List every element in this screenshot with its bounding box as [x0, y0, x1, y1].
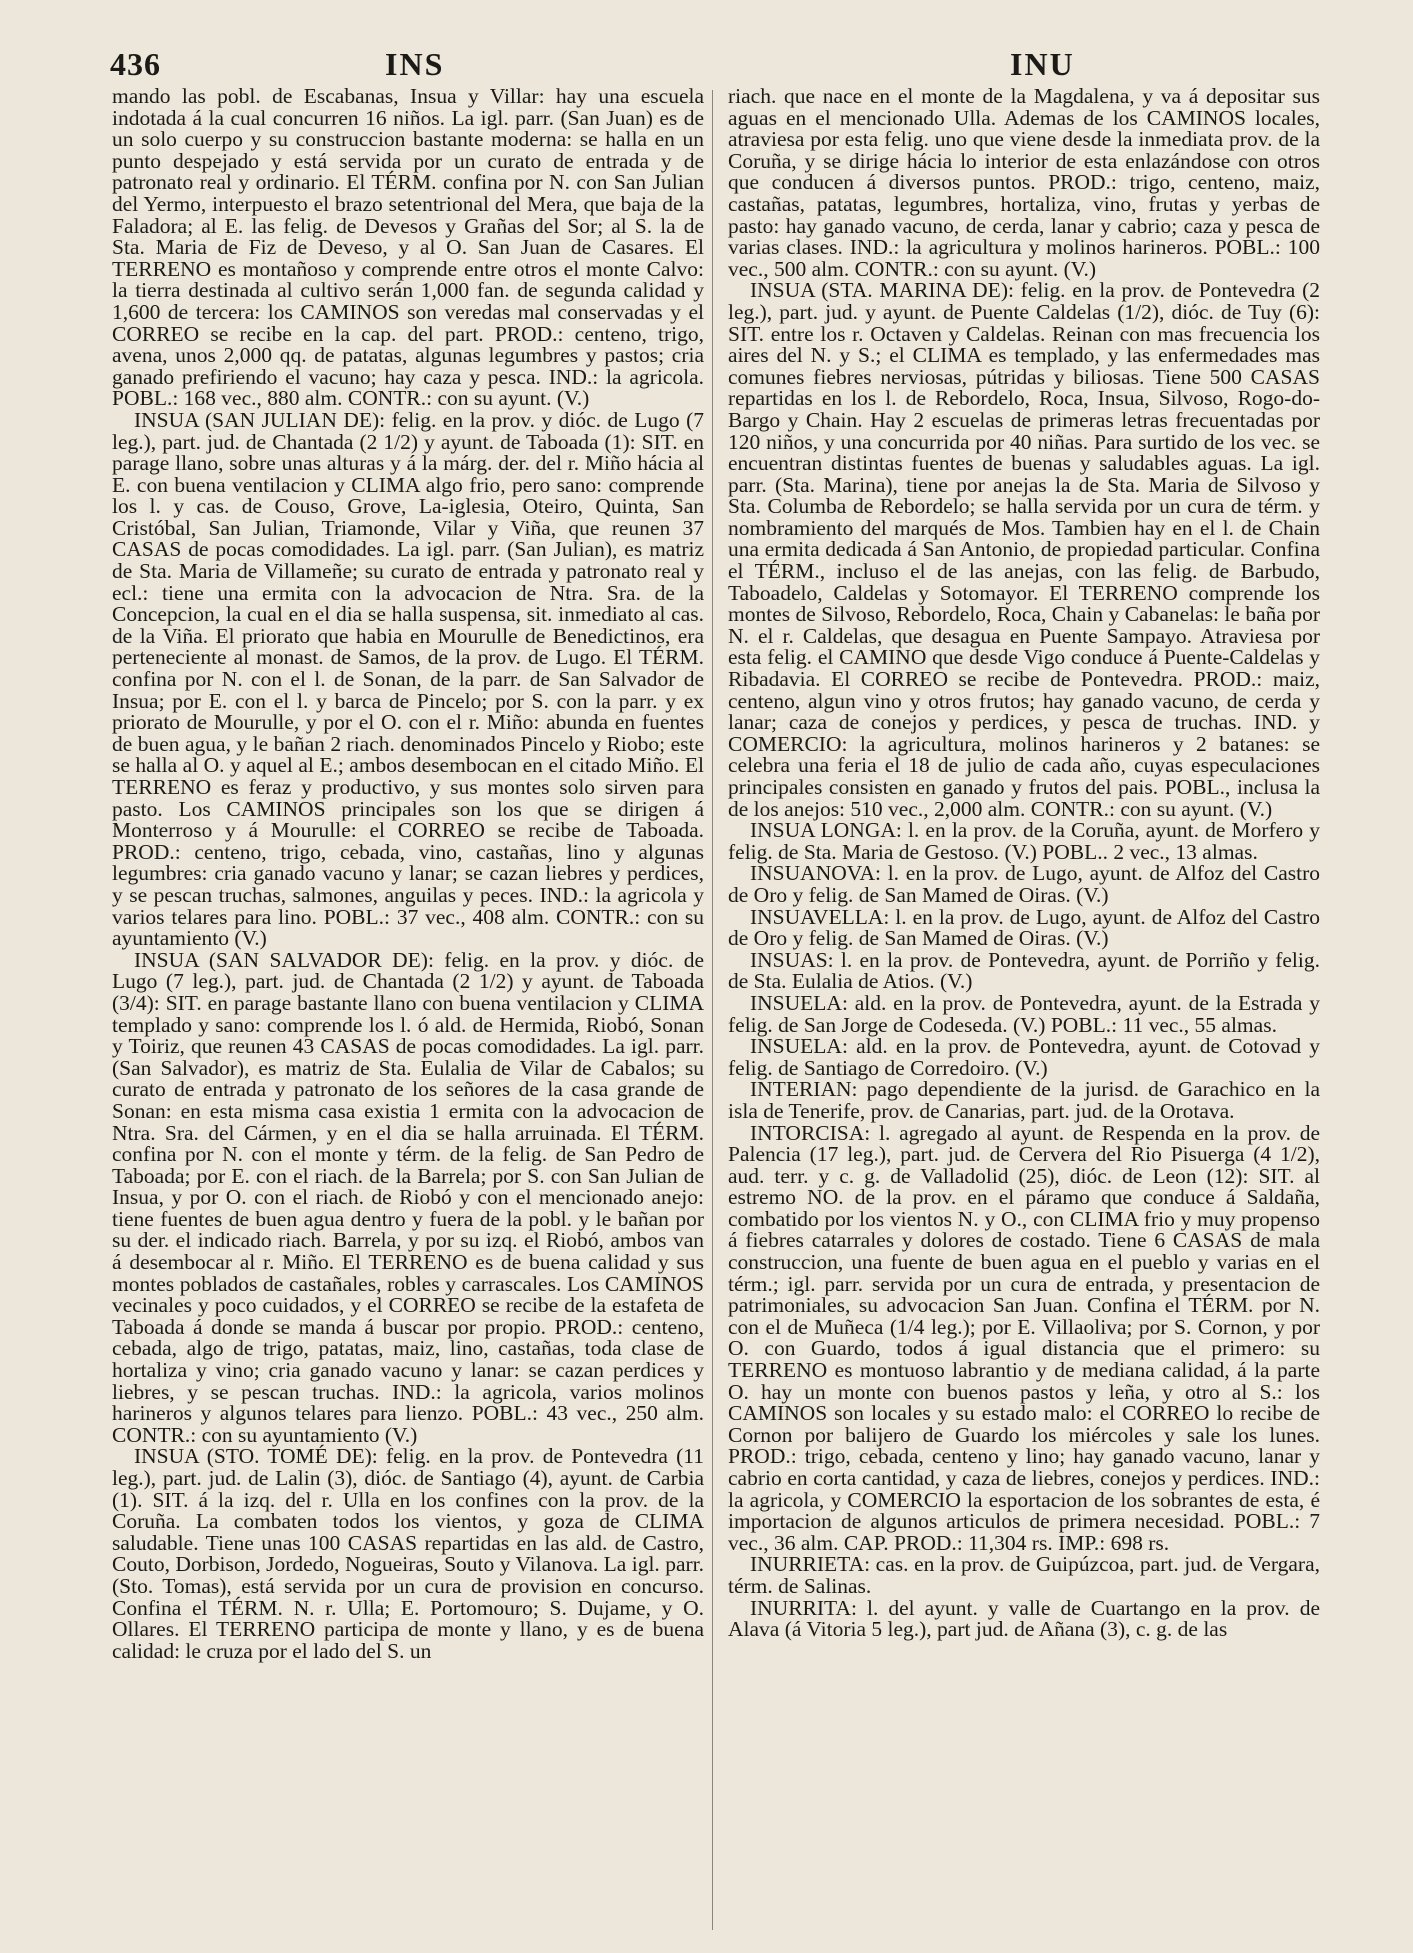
- entry-interian: INTERIAN: pago dependiente de la jurisd. de Garachico en la isla de Tenerife, prov. de Canarias, part. jud. de la Orotava.: [728, 1077, 1320, 1123]
- page-header: [110, 42, 1330, 90]
- left-column: [112, 86, 704, 1662]
- right-running-head: INU: [1010, 46, 1075, 82]
- entry-insua-san-julian: INSUA (SAN JULIAN DE): felig. en la prov. y dióc. de Lugo (7 leg.), part. jud. de Chantada (2 1/2) y ayunt. de Taboada (1): SIT. en parage llano, sobre unas alturas y á la márg. der. del r. Miño hácia al E. con buena ventilacion y CLIMA algo frio, pero sano: comprende los l. y cas. de Couso, Grove, La-iglesia, Oteiro, Quinta, San Cristóbal, San Julian, Triamonde, Vilar y Viña, que reunen 37 CASAS de pocas comodidades. La igl. parr. (San Julian), es matriz de Sta. Maria de Villameñe; su curato de entrada y patronato real y ecl.: tiene una ermita con la advocacion de Ntra. Sra. de la Concepcion, la cual en el dia se halla suspensa, sit. inmediato al cas. de la Viña. El priorato que habia en Mourulle de Benedictinos, era perteneciente al monast. de Samos, de la prov. de Lugo. El TÉRM. confina por N. con el l. de Sonan, de la parr. de San Salvador de Insua; por E. con el l. y barca de Pincelo; por S. con la parr. y ex priorato de Mourulle, y por el O. con el r. Miño: abunda en fuentes de buen agua, y le bañan 2 riach. denominados Pincelo y Riobo; este se halla al O. y aquel al E.; ambos desembocan en el citado Miño. El TERRENO es feraz y productivo, y sus montes solo sirven para pasto. Los CAMINOS principales son los que se dirigen á Monterroso y á Mourulle: el CORREO se recibe de Taboada. PROD.: centeno, trigo, cebada, vino, castañas, lino y algunas legumbres: cria ganado vacuno y lanar; se cazan liebres y perdices, y se pescan truchas, salmones, anguilas y peces. IND.: la agricola y varios telares para lino. POBL.: 37 vec., 408 alm. CONTR.: con su ayuntamiento (V.): [112, 407, 704, 951]
- left-running-head: INS: [385, 46, 445, 82]
- entry-insuela-estrada: INSUELA: ald. en la prov. de Pontevedra, ayunt. de la Estrada y felig. de San Jorge de Codeseda. (V.) POBL.: 11 vec., 55 almas.: [728, 990, 1320, 1037]
- entry-insuela-cotovad: INSUELA: ald. en la prov. de Pontevedra, ayunt. de Cotovad y felig. de Santiago de Corredoiro. (V.): [728, 1034, 1320, 1080]
- entry-insuanova: INSUANOVA: l. en la prov. de Lugo, ayunt. de Alfoz del Castro de Oro y felig. de San Mamed de Oiras. (V.): [728, 861, 1320, 907]
- entry-intorcisa: INTORCISA: l. agregado al ayunt. de Respenda en la prov. de Palencia (17 leg.), part. jud. de Cervera del Rio Pisuerga (4 1/2), aud. terr. y c. g. de Valladolid (25), dióc. de Leon (12): SIT. al estremo NO. de la prov. en el páramo que conduce á Saldaña, combatido por los vientos N. y O., con CLIMA frio y muy propenso á fiebres catarrales y dolores de costado. Tiene 6 CASAS de mala construccion, una fuente de buen agua en el pueblo y varias en el térm.; igl. parr. servida por un cura de entrada, y presentacion de patrimoniales, su advocacion San Juan. Confina el TÉRM. por N. con el de Muñeca (1/4 leg.); por E. Villaoliva; por S. Cornon, y por O. con Guardo, todos á igual distancia que el primero: su TERRENO es montuoso labrantio y de mediana calidad, á la parte O. hay un monte con buenos pastos y leña, y otro al S.: los CAMINOS son locales y su estado malo: el CORREO lo recibe de Cornon por balijero de Guardo los miércoles y sale los lunes. PROD.: trigo, cebada, centeno y lino; hay ganado vacuno, lanar y cabrio en corta cantidad, y caza de liebres, conejos y perdices. IND.: la agricola, y COMERCIO la esportacion de los sobrantes de esta, é importacion de algunos articulos de primera necesidad. POBL.: 7 vec., 36 alm. CAP. PROD.: 11,304 rs. IMP.: 698 rs.: [728, 1120, 1320, 1555]
- entry-insuavella: INSUAVELLA: l. en la prov. de Lugo, ayunt. de Alfoz del Castro de Oro y felig. de San Mamed de Oiras. (V.): [728, 904, 1320, 951]
- entry-continuation-right: riach. que nace en el monte de la Magdalena, y va á depositar sus aguas en el mencionado Ulla. Ademas de los CAMINOS locales, atraviesa por esta felig. uno que viene desde la inmediata prov. de la Coruña, y se dirige hácia lo interior de esta enlazándose con otros que conducen á diversos puntos. PROD.: trigo, centeno, maiz, castañas, patatas, legumbres, hortaliza, vino, frutas y yerbas de pasto: hay ganado vacuno, de cerda, lanar y cabrio; caza y pesca de varias clases. IND.: la agricultura y molinos harineros. POBL.: 100 vec., 500 alm. CONTR.: con su ayunt. (V.): [728, 84, 1320, 281]
- right-column: [728, 86, 1320, 1641]
- entry-insuas: INSUAS: l. en la prov. de Pontevedra, ayunt. de Porriño y felig. de Sta. Eulalia de Atios. (V.): [728, 947, 1320, 994]
- entry-insua-san-salvador: INSUA (SAN SALVADOR DE): felig. en la prov. y dióc. de Lugo (7 leg.), part. jud. de Chantada (2 1/2) y ayunt. de Taboada (3/4): SIT. en parage bastante llano con buena ventilacion y CLIMA templado y sano: comprende los l. ó ald. de Hermida, Riobó, Sonan y Toiriz, que reunen 43 CASAS de pocas comodidades. La igl. parr. (San Salvador), es matriz de Sta. Eulalia de Vilar de Cabalos; su curato de entrada y patronato de los señores de la casa grande de Sonan: en esta misma casa existia 1 ermita con la advocacion de Ntra. Sra. del Cármen, y en el dia se halla arruinada. El TÉRM. confina por N. con el monte y térm. de la felig. de San Pedro de Taboada; por E. con el riach. de la Barrela; por S. con San Julian de Insua, y por O. con el riach. de Riobó y con el mencionado anejo: tiene fuentes de buen agua dentro y fuera de la pobl. y le bañan por su der. el indicado riach. Barrela, y por su izq. el Riobó, ambos van á desembocar al r. Miño. El TERRENO es de buena calidad y sus montes poblados de castañales, robles y carrascales. Los CAMINOS vecinales y poco cuidados, y el CORREO se recibe de la estafeta de Taboada á donde se manda á buscar por propio. PROD.: centeno, cebada, algo de trigo, patatas, maiz, lino, castañas, toda clase de hortaliza y vino; cria ganado vacuno y lanar: se cazan perdices y liebres, y se pescan truchas. IND.: la agricola, varios molinos harineros y algunos telares para lienzo. POBL.: 43 vec., 250 alm. CONTR.: con su ayuntamiento (V.): [112, 947, 704, 1447]
- entry-continuation: mando las pobl. de Escabanas, Insua y Villar: hay una escuela indotada á la cual concurren 16 niños. La igl. parr. (San Juan) es de un solo cuerpo y su construccion bastante moderna: se halla en un punto despejado y está servida por un curato de entrada y de patronato real y ordinario. El TÉRM. confina por N. con San Julian del Yermo, interpuesto el brazo setentrional del Mera, que baja de la Faladora; al E. las felig. de Devesos y Grañas del Sor; al S. la de Sta. Maria de Fiz de Deveso, y al O. San Juan de Casares. El TERRENO es montañoso y comprende entre otros el monte Calvo: la tierra destinada al cultivo serán 1,000 fan. de segunda calidad y 1,600 de tercera: los CAMINOS son veredas mal conservadas y el CORREO se recibe en la cap. del part. PROD.: centeno, trigo, avena, unos 2,000 qq. de patatas, algunas legumbres y pastos; cria ganado prefiriendo el vacuno; hay caza y pesca. IND.: la agricola. POBL.: 168 vec., 880 alm. CONTR.: con su ayunt. (V.): [112, 84, 704, 411]
- entry-inurrita: INURRITA: l. del ayunt. y valle de Cuartango en la prov. de Alava (á Vitoria 5 leg.), part jud. de Añana (3), c. g. de las: [728, 1595, 1320, 1642]
- page-number: 436: [110, 46, 161, 82]
- column-divider: [712, 90, 713, 1930]
- entry-inurrieta: INURRIETA: cas. en la prov. de Guipúzcoa, part. jud. de Vergara, térm. de Salinas.: [728, 1552, 1320, 1598]
- entry-insua-longa: INSUA LONGA: l. en la prov. de la Coruña, ayunt. de Morfero y felig. de Sta. Maria de Gestoso. (V.) POBL.. 2 vec., 13 almas.: [728, 818, 1320, 864]
- entry-insua-sto-tome: INSUA (STO. TOMÉ DE): felig. en la prov. de Pontevedra (11 leg.), part. jud. de Lalin (3), dióc. de Santiago (4), ayunt. de Carbia (1). SIT. á la izq. del r. Ulla en los confines con la prov. de la Coruña. La combaten todos los vientos, y goza de CLIMA saludable. Tiene unas 100 CASAS repartidas en las ald. de Castro, Couto, Dorbison, Jordedo, Nogueiras, Souto y Vilanova. La igl. parr. (Sto. Tomas), está servida por un cura de provision en concurso. Confina el TÉRM. N. r. Ulla; E. Portomouro; S. Dujame, y O. Ollares. El TERRENO participa de monte y llano, y es de buena calidad: le cruza por el lado del S. un: [112, 1444, 704, 1663]
- entry-insua-sta-marina: INSUA (STA. MARINA DE): felig. en la prov. de Pontevedra (2 leg.), part. jud. y ayunt. de Puente Caldelas (1/2), dióc. de Tuy (6): SIT. entre los r. Octaven y Caldelas. Reinan con mas frecuencia los aires del N. y S.; el CLIMA es templado, y las enfermedades mas comunes fiebres nerviosas, pútridas y biliosas. Tiene 500 CASAS repartidas en los l. de Rebordelo, Roca, Insua, Silvoso, Rogo-do-Bargo y Chain. Hay 2 escuelas de primeras letras frecuentadas por 120 niños, y una concurrida por 40 niñas. Para surtido de los vec. se encuentran distintas fuentes de buenas y saludables aguas. La igl. parr. (Sta. Marina), tiene por anejas la de Sta. Maria de Silvoso y Sta. Columba de Rebordelo; se halla servida por un cura de térm. y nombramiento del marqués de Mos. Tambien hay en el l. de Chain una ermita dedicada á San Antonio, de propiedad particular. Confina el TÉRM., incluso el de las anejas, con las felig. de Barbudo, Taboadelo, Caldelas y Sotomayor. El TERRENO comprende los montes de Silvoso, Rebordelo, Roca, Chain y Cabanelas: le baña por N. el r. Caldelas, que desagua en Puente Sampayo. Atraviesa por esta felig. el CAMINO que desde Vigo conduce á Puente-Caldelas y Ribadavia. El CORREO se recibe de Pontevedra. PROD.: maiz, centeno, algun vino y otros frutos; hay ganado vacuno, de cerda y lanar; caza de conejos y perdices, y pesca de truchas. IND. y COMERCIO: la agricultura, molinos harineros y 2 batanes: se celebra una feria el 18 de julio de cada año, cuyas especulaciones principales consisten en ganado y frutos del pais. POBL., inclusa la de los anejos: 510 vec., 2,000 alm. CONTR.: con su ayunt. (V.): [728, 278, 1320, 821]
